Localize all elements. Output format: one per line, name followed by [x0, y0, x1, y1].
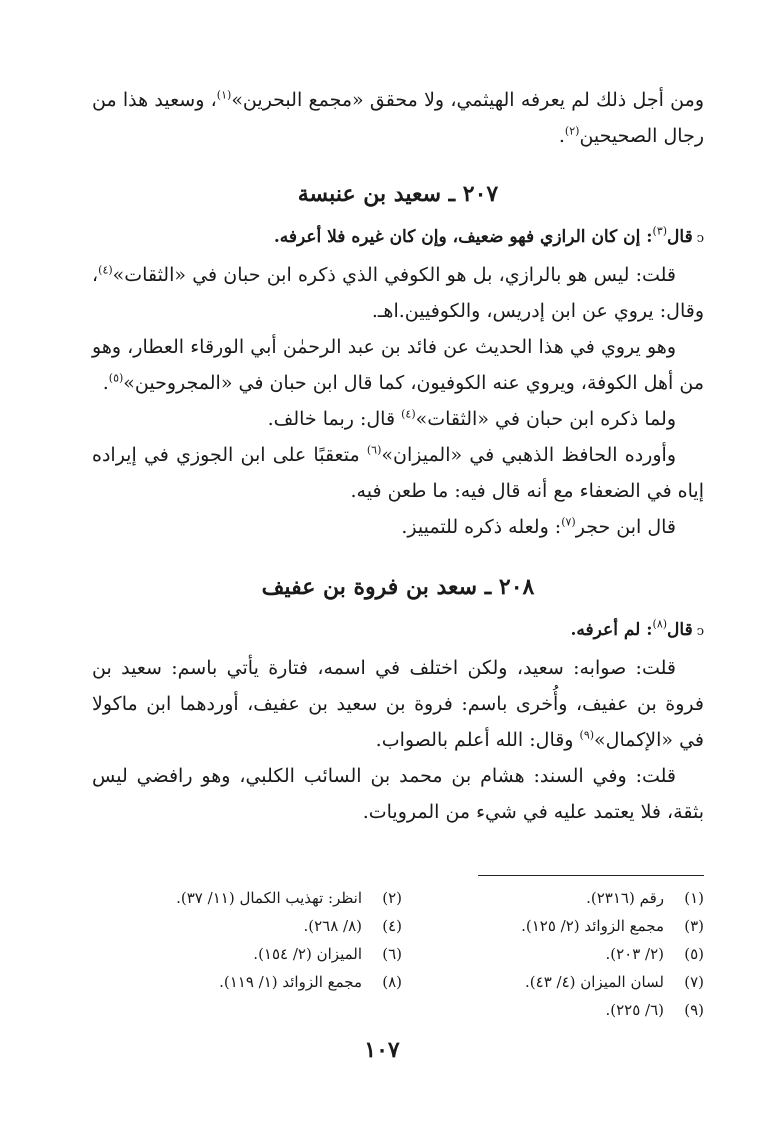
footnote-ref[interactable]: (٢) — [564, 124, 580, 138]
intro-paragraph: ومن أجل ذلك لم يعرفه الهيثمي، ولا محقق «مجمع البحرين»$^{(١)}$، وسعيد هذا من رجال الصحيحين$^{(٢)}$. — [92, 88, 705, 147]
footnote-ref[interactable]: (٩) — [579, 728, 595, 742]
footnote-ref[interactable]: (٨) — [652, 617, 668, 631]
footnote-item: (٦)الميزان (٢/ ١٥٤). — [253, 945, 402, 963]
footnote-ref[interactable]: (١) — [216, 88, 232, 102]
footnote-item: (٧)لسان الميزان (٤/ ٤٣). — [525, 973, 704, 991]
footnote-ref[interactable]: (٦) — [366, 443, 382, 457]
paragraph: وهو يروي في هذا الحديث عن فائد بن عبد الرحمٰن أبي الورقاء العطار، وهو من أهل الكوفة، ويروي عنه الكوفيون، كما قال ابن حبان في «المجروحين»$^{(٥)}$. — [92, 336, 704, 394]
footnote-item: (٣)مجمع الزوائد (٢/ ١٢٥). — [521, 917, 704, 935]
footnote-ref[interactable]: (٥) — [108, 371, 124, 385]
paragraph: قلت: وفي السند: هشام بن محمد بن السائب الكلبي، وهو رافضي ليس بثقة، فلا يعتمد عليه في شيء من المرويات. — [92, 765, 704, 823]
main-text — [92, 82, 704, 830]
paragraph: قال ابن حجر$^{(٧)}$: ولعله ذكره للتمييز. — [401, 515, 676, 538]
footnote-ref[interactable]: (٧) — [561, 515, 576, 529]
footnote-item: (٤)(٨/ ٢٦٨). — [303, 917, 402, 935]
entry-heading-207: ٢٠٧ ـ سعيد بن عنبسة — [297, 181, 499, 207]
bullet-icon: ↄ — [696, 231, 704, 246]
footnote-ref[interactable]: (٤) — [401, 407, 416, 421]
footnote-ref[interactable]: (٤) — [98, 263, 113, 277]
bullet-icon: ↄ — [696, 624, 704, 639]
qal-line-207: ↄقال$^{(٣)}$: إن كان الرازي فهو ضعيف، وإن كان غيره فلا أعرفه. — [273, 224, 704, 247]
footnote-item: (٩)(٦/ ٢٢٥). — [605, 1001, 704, 1019]
footnote-item: (٨)مجمع الزوائد (١/ ١١٩). — [219, 973, 402, 991]
qal-line-208: ↄقال$^{(٨)}$: لم أعرفه. — [570, 617, 704, 640]
paragraph: وأورده الحافظ الذهبي في «الميزان»$^{(٦)}$ متعقبًا على ابن الجوزي في إيراده إياه في الضعفاء مع أنه قال فيه: ما طعن فيه. — [92, 443, 704, 502]
page-number: ١٠٧ — [364, 1037, 400, 1063]
footnote-item: (٢)انظر: تهذيب الكمال (١١/ ٣٧). — [176, 889, 402, 907]
footnotes — [100, 885, 704, 1023]
paragraph: قلت: ليس هو بالرازي، بل هو الكوفي الذي ذكره ابن حبان في «الثقات»$^{(٤)}$، وقال: يروي عن ابن إدريس، والكوفيين.اهـ. — [92, 263, 704, 322]
footnote-ref[interactable]: (٣) — [652, 224, 668, 238]
entry-heading-208: ٢٠٨ ـ سعد بن فروة بن عفيف — [261, 574, 535, 600]
paragraph: قلت: صوابه: سعيد، ولكن اختلف في اسمه، فتارة يأتي باسم: سعيد بن فروة بن عفيف، وأُخرى باسم: فروة بن سعيد بن عفيف، أوردهما ابن ماكولا في «الإكمال»$^{(٩)}$ وقال: الله أعلم بالصواب. — [92, 657, 704, 751]
footnote-item: (٥)(٢/ ٢٠٣). — [605, 945, 704, 963]
footnote-item: (١)رقم (٢٣١٦). — [586, 889, 704, 907]
footnote-divider — [478, 875, 704, 876]
paragraph: ولما ذكره ابن حبان في «الثقات»$^{(٤)}$ قال: ربما خالف. — [267, 407, 676, 430]
